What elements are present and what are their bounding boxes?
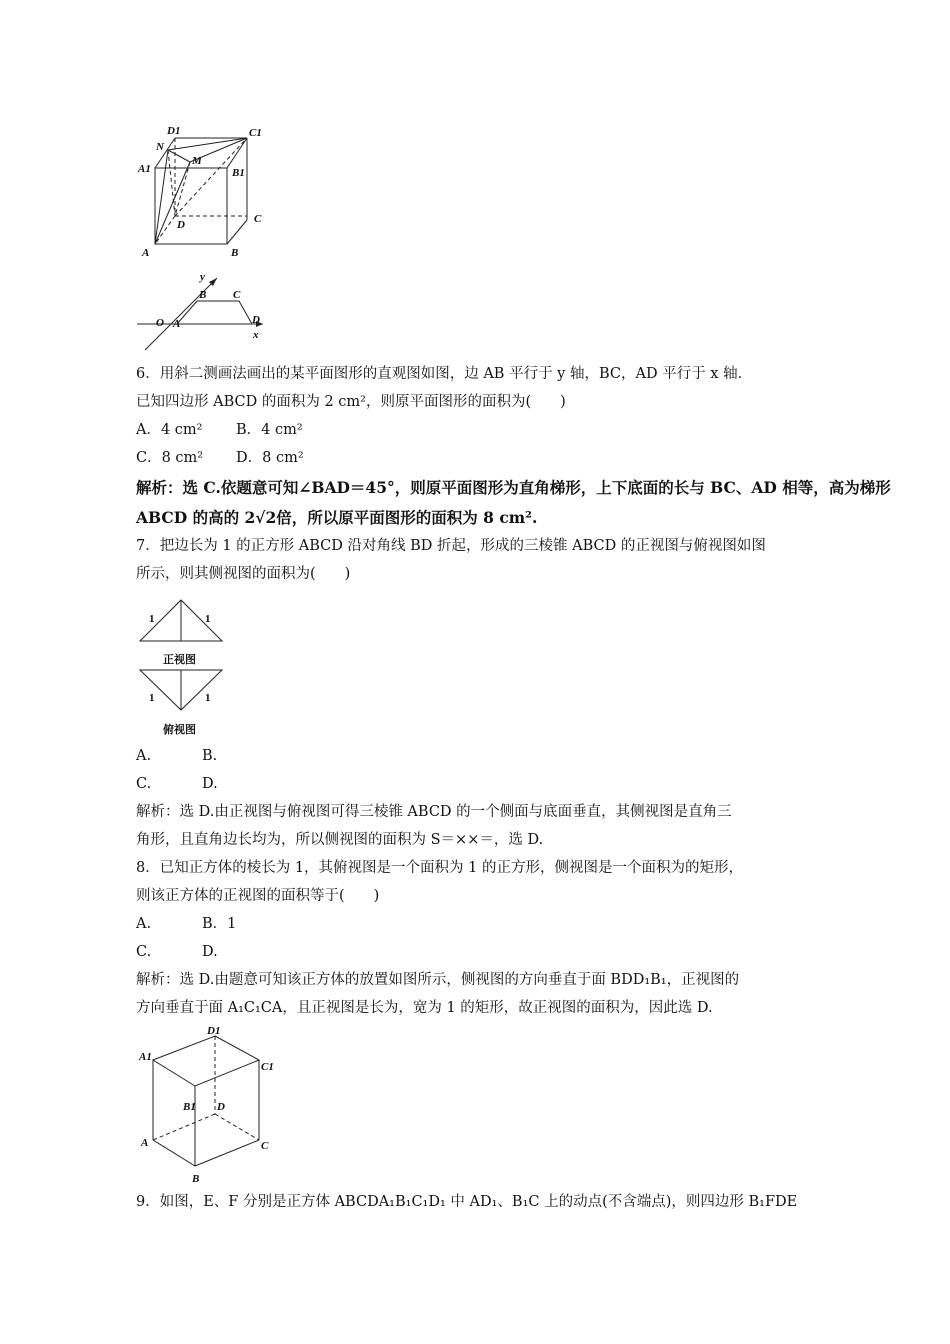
front-left-1: 1 — [149, 613, 155, 625]
q6-line2: 已知四边形 ABCD 的面积为 2 cm²，则原平面图形的面积为( ) — [136, 394, 566, 410]
label-C: C — [254, 213, 262, 225]
label-C: C — [233, 289, 241, 301]
q7-option-d: D. — [202, 776, 218, 792]
q8-line2: 则该正方体的正视图的面积等于( ) — [136, 888, 380, 904]
top-left-1: 1 — [149, 692, 155, 704]
q6-solution-line2: ABCD 的高的 2√2倍，所以原平面图形的面积为 8 cm². — [136, 508, 538, 527]
label-O: O — [156, 317, 164, 329]
top-view-caption: 俯视图 — [163, 724, 196, 736]
label-C: C — [261, 1140, 269, 1152]
label-B1: B1 — [183, 1101, 196, 1113]
q6-option-a: A．4 cm² — [136, 422, 203, 438]
label-A: A — [142, 247, 150, 259]
cube-figure-2 — [135, 1022, 285, 1188]
q8-option-a: A. — [136, 916, 152, 932]
q7-line2: 所示，则其侧视图的面积为( ) — [136, 566, 351, 582]
front-view-caption: 正视图 — [163, 654, 196, 666]
q6-option-b: B．4 cm² — [236, 422, 303, 438]
q7-line1: 7．把边长为 1 的正方形 ABCD 沿对角线 BD 折起，形成的三棱锥 ABCD 的正视图与俯视图如图 — [136, 538, 766, 554]
q9-line1: 9．如图，E、F 分别是正方体 ABCDA₁B₁C₁D₁ 中 AD₁、B₁C 上的动点(不含端点)，则四边形 B₁FDE — [136, 1194, 798, 1210]
axis-y: y — [200, 271, 205, 283]
label-A: A — [141, 1137, 149, 1149]
q8-solution-line1: 解析：选 D.由题意可知该正方体的放置如图所示，侧视图的方向垂直于面 BDD₁B₁，正视图的 — [136, 972, 740, 988]
label-B: B — [199, 289, 207, 301]
q6-solution-line1: 解析：选 C.依题意可知∠BAD＝45°，则原平面图形为直角梯形，上下底面的长与 BC、AD 相等，高为梯形 — [136, 478, 891, 497]
label-B: B — [231, 247, 239, 259]
label-D: D — [252, 314, 260, 326]
q8-option-d: D. — [202, 944, 218, 960]
q7-option-c: C. — [136, 776, 152, 792]
oblique-figure — [135, 268, 275, 354]
label-B: B — [192, 1173, 200, 1185]
views-figure — [135, 596, 230, 741]
label-B1: B1 — [232, 167, 245, 179]
q8-solution-line2: 方向垂直于面 A₁C₁CA，且正视图是长为，宽为 1 的矩形，故正视图的面积为，因此选 D. — [136, 1000, 713, 1016]
q8-option-b: B．1 — [202, 916, 237, 932]
q6-option-d: D．8 cm² — [236, 450, 304, 466]
cube-figure-1 — [130, 120, 280, 260]
q8-option-c: C. — [136, 944, 152, 960]
label-D: D — [217, 1101, 225, 1113]
axis-x: x — [253, 329, 259, 341]
label-A1: A1 — [138, 163, 151, 175]
q7-option-a: A. — [136, 748, 152, 764]
q7-option-b: B. — [202, 748, 218, 764]
q6-line1: 6．用斜二测画法画出的某平面图形的直观图如图，边 AB 平行于 y 轴，BC，AD 平行于 x 轴． — [136, 366, 753, 382]
label-C1: C1 — [261, 1061, 274, 1073]
label-C1: C1 — [249, 127, 262, 139]
label-D: D — [177, 219, 185, 231]
label-D1: D1 — [207, 1025, 221, 1037]
q7-solution-line2: 角形，且直角边长均为，所以侧视图的面积为 S＝××＝，选 D. — [136, 832, 544, 848]
top-right-1: 1 — [205, 692, 211, 704]
q8-line1: 8．已知正方体的棱长为 1，其俯视图是一个面积为 1 的正方形，侧视图是一个面积为的矩形， — [136, 860, 743, 876]
label-A: A — [173, 318, 181, 330]
q7-solution-line1: 解析：选 D.由正视图与俯视图可得三棱锥 ABCD 的一个侧面与底面垂直，其侧视图是直角三 — [136, 804, 732, 820]
q6-option-c: C．8 cm² — [136, 450, 204, 466]
label-M: M — [192, 155, 202, 167]
label-D1: D1 — [167, 125, 181, 137]
front-right-1: 1 — [205, 613, 211, 625]
label-A1: A1 — [139, 1051, 152, 1063]
label-N: N — [156, 141, 164, 153]
